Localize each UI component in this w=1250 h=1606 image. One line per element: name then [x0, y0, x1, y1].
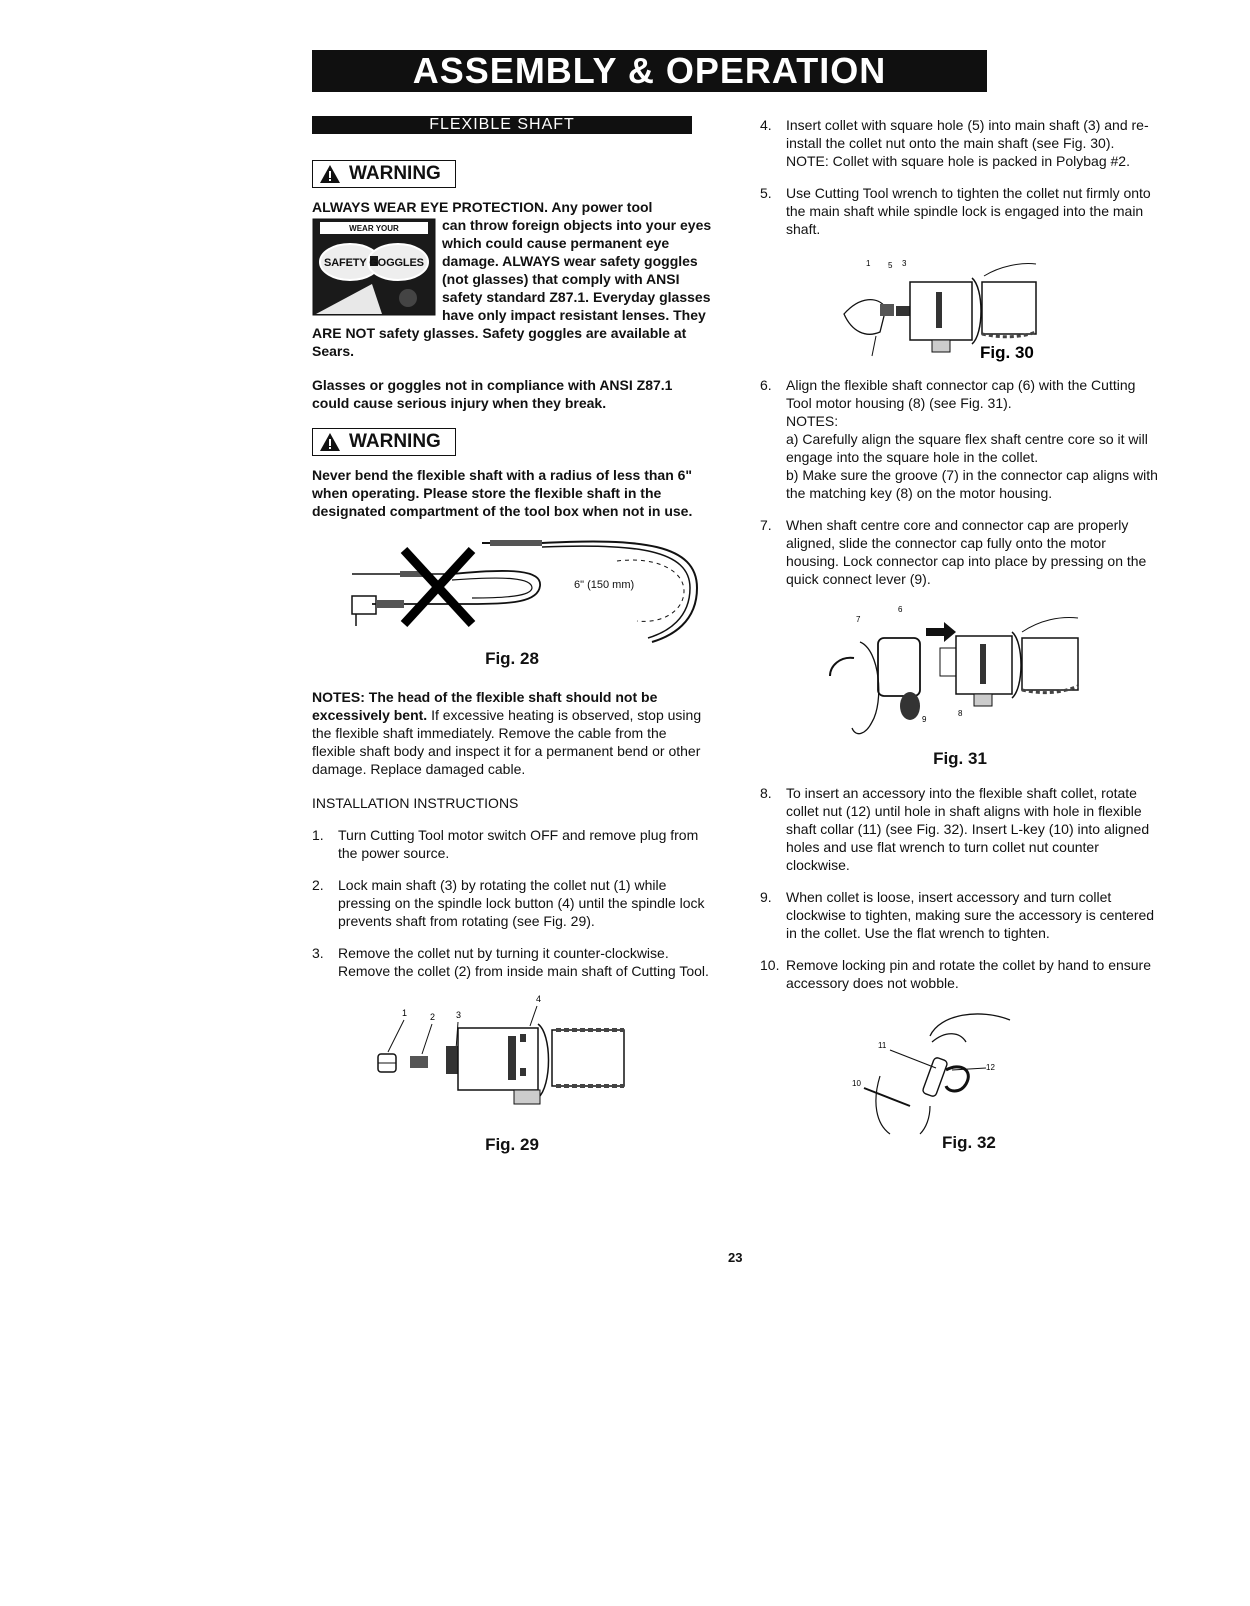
- step-number: 2.: [312, 877, 324, 893]
- warning-label: WARNING: [349, 431, 441, 452]
- warning-triangle-icon: [319, 164, 341, 184]
- list-item: [760, 888, 1160, 942]
- step-text: Turn Cutting Tool motor switch OFF and remove plug from the power source.: [338, 827, 699, 861]
- fig30-label-3: 3: [902, 259, 907, 268]
- page-banner-title: ASSEMBLY & OPERATION: [312, 50, 987, 92]
- fig31-label-6: 6: [898, 605, 903, 614]
- figure-30: [760, 252, 1160, 366]
- figure-31: [760, 602, 1160, 768]
- step-notes-label: NOTES:: [786, 413, 839, 429]
- fig28-radius-label: 6" (150 mm): [574, 579, 635, 591]
- step-number: 6.: [760, 377, 772, 393]
- figure-28: [312, 536, 712, 668]
- fig29-label-3: 3: [456, 1010, 462, 1020]
- list-item: [760, 784, 1160, 874]
- fig29-label-2: 2: [430, 1012, 436, 1022]
- right-column: [760, 116, 1160, 1152]
- step-number: 3.: [312, 945, 324, 961]
- goggles-paragraph: [312, 216, 712, 360]
- warning-lead-text: ALWAYS WEAR EYE PROTECTION. Any power tool: [312, 199, 653, 215]
- warning-bend-text: Never bend the flexible shaft with a radius of less than 6" when operating. Please store the flexible shaft in the designated compartment of the tool box when not in use.: [312, 467, 693, 519]
- fig29-label-1: 1: [402, 1008, 408, 1018]
- installation-steps-right-a: [760, 116, 1160, 238]
- list-item: [760, 956, 1160, 992]
- section-title-bar: FLEXIBLE SHAFT: [312, 116, 692, 134]
- step-text: Remove the collet nut by turning it counter-clockwise. Remove the collet (2) from inside main shaft of Cutting Tool.: [338, 945, 709, 979]
- step-text: Remove locking pin and rotate the collet by hand to ensure accessory does not wobble.: [786, 957, 1152, 991]
- warning-label: WARNING: [349, 163, 441, 184]
- safety-goggles-icon: [312, 218, 436, 316]
- warning-box-eye-protection: [312, 160, 456, 188]
- fig32-caption: Fig. 32: [942, 1133, 996, 1152]
- list-item: [312, 876, 712, 930]
- fig31-caption: Fig. 31: [933, 749, 987, 768]
- step-note: NOTE: Collet with square hole is packed in Polybag #2.: [786, 153, 1130, 169]
- installation-steps-left: [312, 826, 712, 980]
- left-column: [312, 150, 712, 1154]
- page-number: 23: [728, 1250, 743, 1265]
- fig29-illustration: [312, 994, 712, 1134]
- fig29-label-4: 4: [536, 994, 542, 1004]
- fig28-caption: Fig. 28: [485, 649, 539, 668]
- installation-heading: INSTALLATION INSTRUCTIONS: [312, 795, 519, 811]
- step-text: Insert collet with square hole (5) into main shaft (3) and re-install the collet nut onto the main shaft (see Fig. 30).: [786, 117, 1149, 151]
- notes-lead: NOTES: The head of the flexible shaft should not be excessively bent.: [312, 689, 658, 723]
- fig28-illustration: [312, 536, 712, 646]
- fig32-label-10: 10: [852, 1079, 861, 1088]
- list-item: [312, 944, 712, 980]
- step-number: 4.: [760, 117, 772, 133]
- warning-box-flexible-shaft: [312, 428, 456, 456]
- fig31-label-8: 8: [958, 709, 963, 718]
- list-item: [760, 184, 1160, 238]
- list-item: [760, 376, 1160, 502]
- step-note-a: a) Carefully align the square flex shaft centre core so it will engage into the square hole in the collet.: [786, 431, 1148, 465]
- step-text: Lock main shaft (3) by rotating the collet nut (1) while pressing on the spindle lock button (4) until the spindle lock prevents shaft from rotating (see Fig. 29).: [338, 877, 705, 929]
- fig29-caption: Fig. 29: [485, 1135, 539, 1154]
- warning-triangle-icon: [319, 432, 341, 452]
- fig32-illustration: [760, 1006, 1160, 1136]
- step-text: Use Cutting Tool wrench to tighten the collet nut firmly onto the main shaft while spindle lock is engaged into the main shaft.: [786, 185, 1151, 237]
- figure-32: [760, 1006, 1160, 1152]
- step-number: 5.: [760, 185, 772, 201]
- step-text: Align the flexible shaft connector cap (6) with the Cutting Tool motor housing (8) (see Fig. 31).: [786, 377, 1136, 411]
- fig31-illustration: [760, 602, 1160, 752]
- fig31-label-9: 9: [922, 715, 927, 724]
- fig30-label-1: 1: [866, 259, 871, 268]
- fig30-label-5: 5: [888, 261, 893, 270]
- figure-29: [312, 994, 712, 1154]
- step-note-b: b) Make sure the groove (7) in the connector cap aligns with the matching key (8) on the motor housing.: [786, 467, 1158, 501]
- step-number: 1.: [312, 827, 324, 843]
- step-text: When collet is loose, insert accessory and turn collet clockwise to tighten, making sure the accessory is centered in the collet. Use the flat wrench to tighten.: [786, 889, 1155, 941]
- notes-body: If excessive heating is observed, stop using the flexible shaft immediately. Remove the cable from the flexible shaft body and inspect it for a permanent bend or other damage. Replace damaged cable.: [312, 707, 702, 777]
- list-item: [760, 116, 1160, 170]
- fig30-illustration: [760, 252, 1160, 362]
- step-text: When shaft centre core and connector cap are properly aligned, slide the connector cap fully onto the motor housing. Lock connector cap into place by pressing on the quick connect lever (9).: [786, 517, 1147, 587]
- fig32-label-12: 12: [986, 1063, 995, 1072]
- installation-steps-right-b: [760, 376, 1160, 588]
- list-item: [760, 516, 1160, 588]
- goggles-label-main: SAFETY GOGGLES: [324, 257, 424, 269]
- step-number: 7.: [760, 517, 772, 533]
- fig31-label-7: 7: [856, 615, 861, 624]
- goggles-label-top: WEAR YOUR: [349, 224, 399, 233]
- fig32-label-11: 11: [878, 1041, 887, 1050]
- fig30-caption: Fig. 30: [980, 343, 1034, 362]
- list-item: [312, 826, 712, 862]
- step-number: 9.: [760, 889, 772, 905]
- step-number: 10.: [760, 957, 780, 973]
- installation-steps-right-c: [760, 784, 1160, 992]
- warning-eye-text: can throw foreign objects into your eyes which could cause permanent eye damage. ALWAYS wear safety goggles (not glasses) that comply with ANSI safety standard Z87.1. Everyday glasses have only impact resistant lenses. They ARE NOT safety glasses. Safety goggles are available at Sears.: [312, 217, 712, 359]
- notes-paragraph: [312, 688, 712, 778]
- step-text: To insert an accessory into the flexible shaft collet, rotate collet nut (12) until hole in shaft aligns with hole in flexible shaft collar (11) (see Fig. 32). Insert L-key (10) into aligned holes and use flat wrench to turn collet nut counter clockwise.: [786, 785, 1150, 873]
- warning-ansi-text: Glasses or goggles not in compliance with ANSI Z87.1 could cause serious injury when they break.: [312, 377, 673, 411]
- step-number: 8.: [760, 785, 772, 801]
